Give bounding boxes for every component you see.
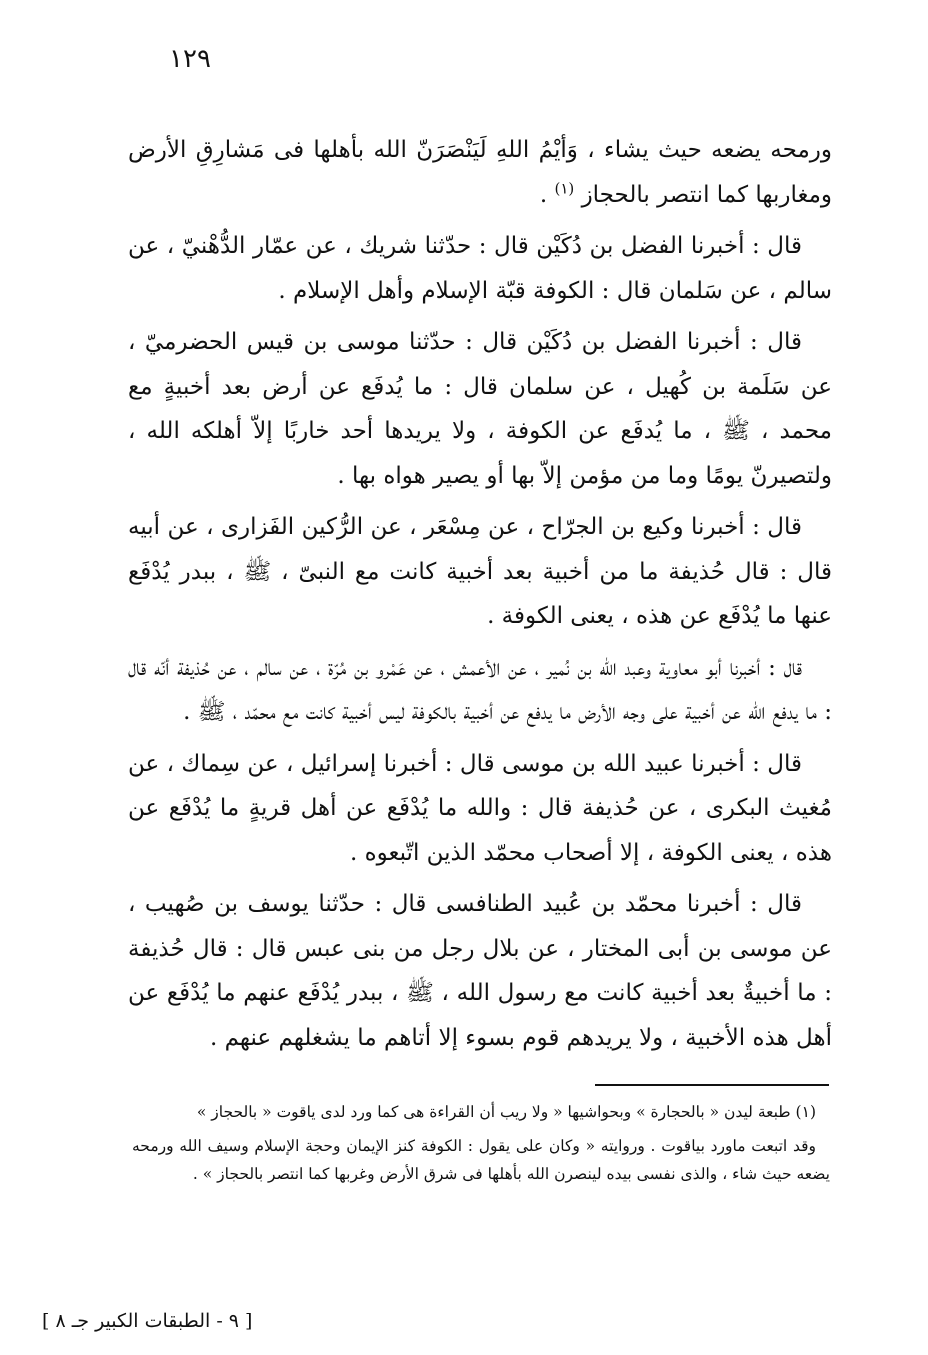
footnote-marker: (١) — [554, 178, 575, 197]
footnote-1: (١) طبعة ليدن « بالحجارة » وبحواشيها « ولا ريب أن القراءة هى كما ورد لدى ياقوت « بالحجاز » — [196, 1103, 816, 1121]
paragraph-5: قال : أخبرنا أبو معاوية وعبد الله بن نُمير ، عن الأعمش ، عن عَمْرو بن مُرّة ، عن سالم ، عن حُذيفة أنّه قال : ما يدفع الله عن أخبية على وجه الأرض ما يدفع عن أخبية بالكوفة ليس أخبية كانت مع محمّد ، ﷺ . — [128, 654, 832, 725]
paragraph-3: قال : أخبرنا الفضل بن دُكَيْن قال : حدّثنا موسى بن قيس الحضرميّ ، عن سَلَمة بن كُهيل ، عن سلمان قال : ما يُدفَع عن أرض بعد أخبيةٍ مع محمد ، ﷺ ، ما يُدفَع عن الكوفة ، ولا يريدها أحد خاربًا إلاّ أهلكه الله ، ولتصيرنّ يومًا وما من مؤمن إلاّ بها أو يصير هواه بها . — [128, 329, 832, 489]
paragraph-2: قال : أخبرنا الفضل بن دُكَيْن قال : حدّثنا شريك ، عن عمّار الدُّهْنيّ ، عن سالم ، عن سَلمان قال : الكوفة قبّة الإسلام وأهل الإسلام . — [128, 233, 832, 304]
paragraph-1 — [128, 128, 832, 217]
signature-mark: [ ٩ - الطبقات الكبير جـ ٨ ] — [42, 1310, 253, 1332]
paragraph-4: قال : أخبرنا وكيع بن الجرّاح ، عن مِسْعَر ، عن الرُّكين الفَزارى ، عن أبيه قال : قال حُذيفة ما من أخبية بعد أخبية كانت مع النبىّ ، ﷺ ، ببدر يُدْفَع عنها ما يُدْفَع عن هذه ، يعنى الكوفة . — [128, 514, 832, 629]
paragraph-6: قال : أخبرنا عبيد الله بن موسى قال : أخبرنا إسرائيل ، عن سِماك ، عن مُغيث البكرى ، عن حُذيفة قال : والله ما يُدْفَع عن أهل قريةٍ ما يُدْفَع عن هذه ، يعنى الكوفة ، إلا أصحاب محمّد الذين اتّبعوه . — [128, 750, 832, 866]
main-text — [128, 128, 832, 1067]
footnote-divider — [595, 1084, 829, 1086]
paragraph-1-text: ورمحه يضعه حيث يشاء ، وَأيْمُ اللهِ لَيَنْصَرَنّ الله بأهلها فى مَشارِقِ الأرض ومغاربها كما انتصر بالحجاز — [128, 137, 832, 208]
page-number: ١٢٩ — [169, 44, 211, 74]
footnote-2: وقد اتبعت ماورد بياقوت . وروايته « وكان على يقول : الكوفة كنز الإيمان وحجة الإسلام وسيف الله ورمحه يضعه حيث شاء ، والذى نفسى بيده لينصرن الله بأهلها فى شرق الأرض وغربها كما انتصر بالحجاز » . — [132, 1137, 830, 1183]
paragraph-1-end: . — [539, 181, 555, 208]
paragraph-7: قال : أخبرنا محمّد بن عُبيد الطنافسى قال : حدّثنا يوسف بن صُهيب ، عن موسى بن أبى المختار ، عن بلال رجل من بنى عبس قال : قال حُذيفة : ما أخبيةٌ بعد أخبية كانت مع رسول الله ، ﷺ ، ببدر يُدْفَع عنهم ما يُدْفَع عن أهل هذه الأخبية ، ولا يريدهم قوم بسوء إلا أتاهم ما يشغلهم عنهم . — [128, 891, 832, 1051]
footnotes — [132, 1098, 830, 1194]
